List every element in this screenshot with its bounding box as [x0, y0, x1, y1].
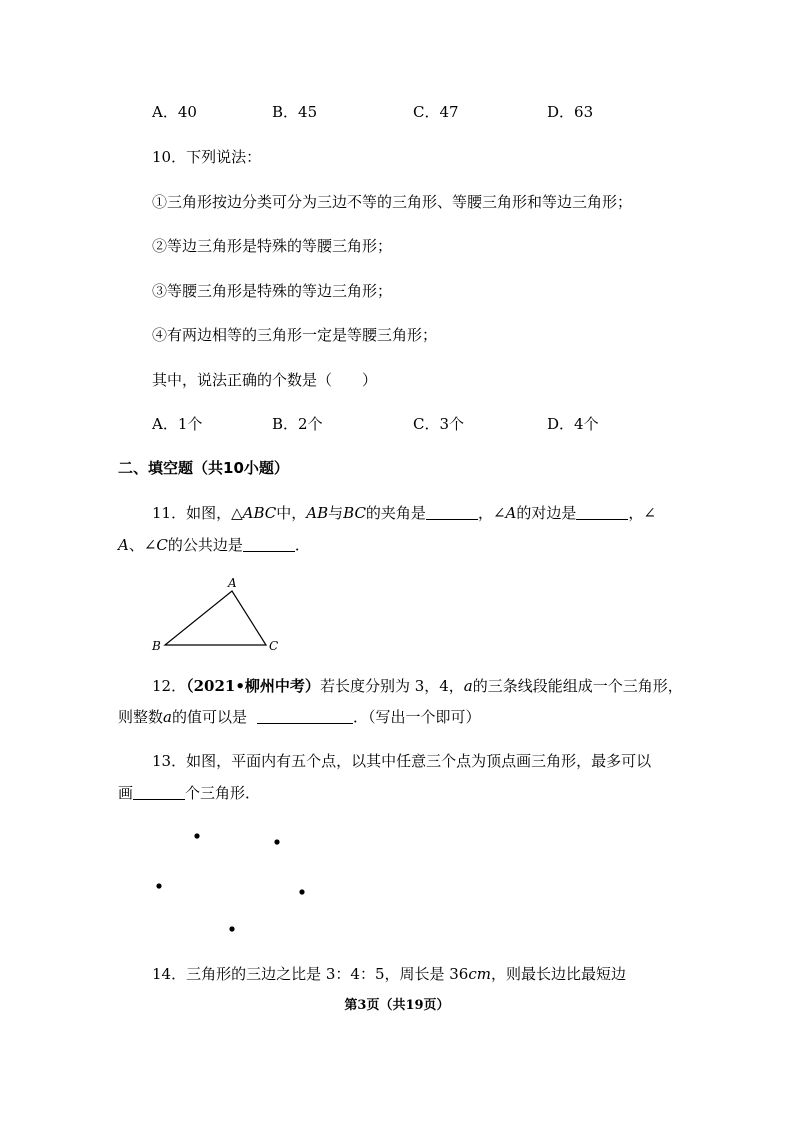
q12-line-2: 则整数a的值可以是 ．（写出一个即可）: [118, 708, 481, 726]
section-title: 二、填空题（共10小题）: [118, 459, 289, 477]
q10-option-d: D．4个: [547, 415, 599, 433]
q10-option-b: B．2个: [272, 415, 323, 433]
q13-line-2: 画 个三角形．: [118, 784, 261, 802]
point-2: [274, 839, 279, 844]
q9-option-b: B．45: [272, 103, 318, 121]
vertex-label-b: B: [152, 639, 161, 653]
q11-line-1: 11．如图，△ABC中，AB与BC的夹角是 ，∠A的对边是 ，∠: [152, 504, 656, 522]
q11-line-2: A、∠C的公共边是 ．: [118, 536, 310, 554]
point-4: [299, 889, 304, 894]
q10-option-a: A．1个: [152, 415, 203, 433]
vertex-label-c: C: [269, 639, 279, 653]
q10-item-4: ④有两边相等的三角形一定是等腰三角形；: [152, 326, 438, 344]
q14-line-1: 14．三角形的三边之比是 3：4：5，周长是 36cm，则最长边比最短边: [152, 965, 626, 983]
page-footer: 第3页（共19页）: [344, 998, 450, 1013]
q10-item-2: ②等边三角形是特殊的等腰三角形；: [152, 237, 393, 255]
point-1: [194, 833, 199, 838]
q9-option-d: D．63: [547, 103, 594, 121]
point-5: [229, 926, 234, 931]
point-3: [156, 883, 161, 888]
q13-line-1: 13．如图，平面内有五个点，以其中任意三个点为顶点画三角形，最多可以: [152, 752, 652, 770]
q10-ask: 其中，说法正确的个数是（ ）: [152, 371, 378, 389]
q10-option-c: C．3个: [413, 415, 465, 433]
q12-line-1: 12．（2021•柳州中考）若长度分别为 3，4，a的三条线段能组成一个三角形，: [152, 677, 683, 695]
q10-item-3: ③等腰三角形是特殊的等边三角形；: [152, 282, 393, 300]
vertex-label-a: A: [228, 576, 237, 590]
q9-option-c: C．47: [413, 103, 459, 121]
q10-stem: 10．下列说法：: [152, 148, 262, 166]
q10-item-1: ①三角形按边分类可分为三边不等的三角形、等腰三角形和等边三角形；: [152, 193, 633, 211]
q9-option-a: A．40: [152, 103, 197, 121]
